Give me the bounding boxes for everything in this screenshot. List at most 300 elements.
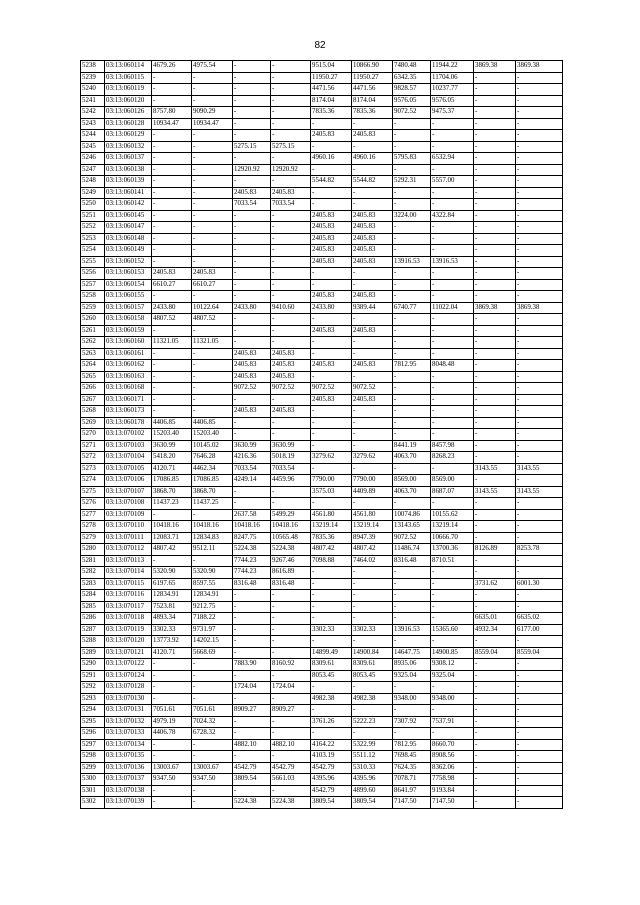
table-row <box>81 141 563 153</box>
table-cell: - <box>516 325 563 337</box>
table-cell: 5544.82 <box>311 176 352 188</box>
table-cell: 10934.47 <box>192 118 233 130</box>
table-cell: 3761.26 <box>311 716 352 728</box>
table-cell: 5283 <box>81 578 105 590</box>
table-cell: - <box>271 130 311 142</box>
table-cell: 5293 <box>81 693 105 705</box>
table-cell: - <box>152 682 192 694</box>
table-cell: 7835.36 <box>311 107 352 119</box>
table-cell: 8559.04 <box>474 647 516 659</box>
table-cell: 4120.71 <box>152 463 192 475</box>
table-cell: - <box>516 774 563 786</box>
table-cell: 6197.65 <box>152 578 192 590</box>
table-cell: - <box>474 785 516 797</box>
table-cell: - <box>192 233 233 245</box>
table-cell: 03:13:060149 <box>105 245 152 257</box>
table-cell: - <box>233 785 271 797</box>
table-cell: 12834.91 <box>192 590 233 602</box>
table-cell: 4164.22 <box>311 739 352 751</box>
table-row <box>81 383 563 395</box>
table-cell: - <box>474 670 516 682</box>
table-cell: 2405.83 <box>152 268 192 280</box>
table-cell: 4899.60 <box>352 785 393 797</box>
table-cell: - <box>271 636 311 648</box>
table-cell: - <box>152 371 192 383</box>
table-row <box>81 567 563 579</box>
table-cell: 2405.83 <box>311 394 352 406</box>
table-cell: - <box>474 636 516 648</box>
table-cell: - <box>516 199 563 211</box>
table-cell: - <box>311 498 352 510</box>
table-cell: 11321.05 <box>152 337 192 349</box>
table-cell: 5320.90 <box>192 567 233 579</box>
table-cell: 03:13:070130 <box>105 693 152 705</box>
table-row <box>81 785 563 797</box>
table-cell: - <box>474 521 516 533</box>
table-cell: 03:13:060154 <box>105 279 152 291</box>
table-cell: 10122.64 <box>192 302 233 314</box>
table-cell: - <box>152 291 192 303</box>
table-cell: 13219.14 <box>431 521 474 533</box>
table-cell: - <box>271 394 311 406</box>
table-row <box>81 429 563 441</box>
table-cell: - <box>233 590 271 602</box>
table-row <box>81 406 563 418</box>
table-cell: 7098.88 <box>311 555 352 567</box>
table-cell: 7033.54 <box>271 199 311 211</box>
table-cell: - <box>474 187 516 199</box>
table-row <box>81 314 563 326</box>
table-cell: - <box>271 84 311 96</box>
table-cell: 03:13:060129 <box>105 130 152 142</box>
table-cell: 4120.71 <box>152 647 192 659</box>
table-cell: - <box>431 601 474 613</box>
table-cell: 8660.70 <box>431 739 474 751</box>
table-cell: - <box>192 383 233 395</box>
table-cell: - <box>474 751 516 763</box>
table-cell: - <box>192 187 233 199</box>
table-cell: 03:13:070107 <box>105 486 152 498</box>
table-cell: 03:13:060126 <box>105 107 152 119</box>
table-cell: - <box>474 705 516 717</box>
table-cell: - <box>516 95 563 107</box>
table-cell: - <box>474 153 516 165</box>
table-cell: - <box>352 636 393 648</box>
table-cell: 8569.00 <box>393 475 431 487</box>
table-cell: 4322.84 <box>431 210 474 222</box>
table-cell: 2405.83 <box>233 348 271 360</box>
table-cell: - <box>271 279 311 291</box>
table-cell: 7812.95 <box>393 360 431 372</box>
table-cell: - <box>393 705 431 717</box>
table-cell: - <box>152 751 192 763</box>
table-cell: 11704.06 <box>431 72 474 84</box>
table-cell: - <box>431 187 474 199</box>
table-cell: 8457.98 <box>431 440 474 452</box>
table-row <box>81 751 563 763</box>
table-cell: 2405.83 <box>192 268 233 280</box>
table-row <box>81 452 563 464</box>
table-cell: - <box>474 509 516 521</box>
table-cell: 14202.15 <box>192 636 233 648</box>
table-cell: - <box>393 348 431 360</box>
table-cell: 8947.39 <box>352 532 393 544</box>
table-cell: - <box>352 498 393 510</box>
table-cell: 10074.86 <box>393 509 431 521</box>
table-cell: - <box>233 107 271 119</box>
table-cell: - <box>474 728 516 740</box>
table-cell: 5294 <box>81 705 105 717</box>
table-cell: - <box>516 555 563 567</box>
table-cell: - <box>311 268 352 280</box>
table-cell: - <box>516 762 563 774</box>
table-cell: - <box>311 371 352 383</box>
table-cell: 5263 <box>81 348 105 360</box>
table-cell: 4807.52 <box>192 314 233 326</box>
table-cell: - <box>393 394 431 406</box>
table-cell: 2405.83 <box>352 325 393 337</box>
table-cell: 3279.62 <box>311 452 352 464</box>
table-cell: 9347.50 <box>152 774 192 786</box>
table-cell: - <box>271 95 311 107</box>
table-cell: - <box>393 268 431 280</box>
table-cell: - <box>271 153 311 165</box>
table-cell: - <box>192 176 233 188</box>
table-cell: - <box>271 751 311 763</box>
table-cell: 2405.83 <box>271 360 311 372</box>
table-cell: 03:13:060139 <box>105 176 152 188</box>
table-cell: 8316.48 <box>271 578 311 590</box>
table-cell: - <box>271 314 311 326</box>
table-cell: 03:13:060157 <box>105 302 152 314</box>
table-cell: 5284 <box>81 590 105 602</box>
table-row <box>81 486 563 498</box>
table-cell: 10934.47 <box>152 118 192 130</box>
table-row <box>81 176 563 188</box>
table-cell: 4063.70 <box>393 452 431 464</box>
table-cell: 3302.33 <box>152 624 192 636</box>
table-cell: 3869.38 <box>474 61 516 73</box>
table-cell: - <box>152 256 192 268</box>
table-cell: 15365.60 <box>431 624 474 636</box>
table-cell: - <box>516 682 563 694</box>
table-cell: - <box>233 486 271 498</box>
table-cell: - <box>233 498 271 510</box>
table-cell: 5298 <box>81 751 105 763</box>
table-cell: 2405.83 <box>352 130 393 142</box>
table-cell: - <box>516 314 563 326</box>
table-cell: - <box>271 728 311 740</box>
table-cell: - <box>352 187 393 199</box>
table-cell: - <box>233 751 271 763</box>
table-cell: - <box>271 613 311 625</box>
table-cell: - <box>431 245 474 257</box>
table-cell: - <box>352 440 393 452</box>
table-cell: - <box>271 256 311 268</box>
table-cell: 03:13:060142 <box>105 199 152 211</box>
table-cell: - <box>474 268 516 280</box>
table-cell: 03:13:060138 <box>105 164 152 176</box>
table-cell: 7307.92 <box>393 716 431 728</box>
table-cell: - <box>474 95 516 107</box>
table-cell: - <box>233 429 271 441</box>
table-cell: - <box>393 233 431 245</box>
table-cell: 5287 <box>81 624 105 636</box>
table-cell: 4960.16 <box>352 153 393 165</box>
table-cell: 03:13:060171 <box>105 394 152 406</box>
table-cell: 2405.83 <box>352 233 393 245</box>
table-cell: - <box>311 279 352 291</box>
table-cell: - <box>152 153 192 165</box>
table-cell: - <box>233 72 271 84</box>
table-cell: 8316.48 <box>393 555 431 567</box>
table-cell: - <box>352 590 393 602</box>
table-cell: 5254 <box>81 245 105 257</box>
table-cell: - <box>516 130 563 142</box>
table-cell: - <box>431 291 474 303</box>
table-row <box>81 279 563 291</box>
table-cell: 8316.48 <box>233 578 271 590</box>
table-cell: 5255 <box>81 256 105 268</box>
table-row <box>81 268 563 280</box>
table-cell: 2405.83 <box>311 130 352 142</box>
table-cell: 9072.52 <box>311 383 352 395</box>
table-cell: - <box>352 199 393 211</box>
table-cell: - <box>271 291 311 303</box>
table-cell: 5248 <box>81 176 105 188</box>
table-cell: - <box>474 233 516 245</box>
table-cell: 9389.44 <box>352 302 393 314</box>
table-cell: - <box>233 693 271 705</box>
table-cell: 5265 <box>81 371 105 383</box>
table-cell: - <box>431 498 474 510</box>
table-row <box>81 371 563 383</box>
table-cell: 8253.78 <box>516 544 563 556</box>
table-cell: 5018.19 <box>271 452 311 464</box>
table-cell: 3143.55 <box>474 486 516 498</box>
table-cell: 03:13:070116 <box>105 590 152 602</box>
table-cell: - <box>474 555 516 567</box>
table-cell: - <box>192 210 233 222</box>
table-cell: 03:13:060162 <box>105 360 152 372</box>
table-cell: - <box>474 176 516 188</box>
table-cell: 4063.70 <box>393 486 431 498</box>
table-cell: - <box>233 256 271 268</box>
table-cell: 14900.85 <box>431 647 474 659</box>
table-cell: - <box>271 670 311 682</box>
table-cell: 5222.23 <box>352 716 393 728</box>
table-cell: 3869.38 <box>516 61 563 73</box>
table-cell: - <box>393 371 431 383</box>
table-cell: 03:13:070133 <box>105 728 152 740</box>
table-cell: 11022.04 <box>431 302 474 314</box>
table-cell: 1724.04 <box>233 682 271 694</box>
table-cell: 13003.67 <box>192 762 233 774</box>
table-cell: 3630.99 <box>233 440 271 452</box>
table-cell: 8559.04 <box>516 647 563 659</box>
table-body <box>81 61 563 809</box>
table-cell: - <box>431 130 474 142</box>
table-row <box>81 659 563 671</box>
table-cell: 03:13:070111 <box>105 532 152 544</box>
table-cell: 13773.92 <box>152 636 192 648</box>
table-cell: 03:13:070120 <box>105 636 152 648</box>
table-cell: 03:13:060152 <box>105 256 152 268</box>
table-cell: 7024.32 <box>192 716 233 728</box>
table-cell: 9325.04 <box>431 670 474 682</box>
table-cell: - <box>516 636 563 648</box>
table-cell: - <box>431 417 474 429</box>
table-cell: - <box>431 578 474 590</box>
table-row <box>81 72 563 84</box>
table-cell: - <box>311 141 352 153</box>
table-cell: 9512.11 <box>192 544 233 556</box>
table-cell: - <box>271 590 311 602</box>
table-cell: - <box>474 590 516 602</box>
table-cell: - <box>311 440 352 452</box>
table-cell: 5256 <box>81 268 105 280</box>
table-cell: 7646.28 <box>192 452 233 464</box>
table-cell: 8616.89 <box>271 567 311 579</box>
table-cell: - <box>352 728 393 740</box>
table-cell: 5273 <box>81 463 105 475</box>
table-cell: 7537.91 <box>431 716 474 728</box>
table-cell: 2433.80 <box>152 302 192 314</box>
table-cell: 4471.56 <box>311 84 352 96</box>
table-cell: 03:13:060153 <box>105 268 152 280</box>
table-cell: 7698.45 <box>393 751 431 763</box>
table-cell: - <box>271 624 311 636</box>
table-cell: - <box>516 705 563 717</box>
table-cell: 9325.04 <box>393 670 431 682</box>
table-cell: - <box>233 337 271 349</box>
table-cell: - <box>516 797 563 809</box>
table-cell: - <box>431 141 474 153</box>
table-cell: 3143.55 <box>516 463 563 475</box>
table-cell: 9348.00 <box>431 693 474 705</box>
table-cell: - <box>393 222 431 234</box>
table-cell: - <box>152 72 192 84</box>
table-cell: 9515.04 <box>311 61 352 73</box>
table-cell: 11950.27 <box>311 72 352 84</box>
table-cell: - <box>192 739 233 751</box>
table-cell: 5275 <box>81 486 105 498</box>
table-cell: 9193.84 <box>431 785 474 797</box>
table-cell: 9576.05 <box>431 95 474 107</box>
table-cell: - <box>393 199 431 211</box>
table-cell: - <box>393 337 431 349</box>
table-cell: 12834.91 <box>152 590 192 602</box>
table-cell: 4561.80 <box>352 509 393 521</box>
table-cell: - <box>271 210 311 222</box>
table-cell: - <box>352 348 393 360</box>
table-cell: 5277 <box>81 509 105 521</box>
table-cell: - <box>152 164 192 176</box>
table-cell: 9347.50 <box>192 774 233 786</box>
table-cell: 3630.99 <box>271 440 311 452</box>
table-cell: - <box>233 636 271 648</box>
table-cell: 3630.99 <box>152 440 192 452</box>
table-cell: - <box>352 314 393 326</box>
table-row <box>81 601 563 613</box>
table-cell: - <box>516 72 563 84</box>
table-cell: - <box>474 245 516 257</box>
table-cell: - <box>431 325 474 337</box>
page-number: 82 <box>314 40 326 51</box>
table-cell: 9212.75 <box>192 601 233 613</box>
table-cell: 03:13:070115 <box>105 578 152 590</box>
table-cell: 03:13:070104 <box>105 452 152 464</box>
table-cell: - <box>474 337 516 349</box>
table-cell: - <box>474 797 516 809</box>
table-cell: 03:13:070131 <box>105 705 152 717</box>
table-cell: - <box>233 245 271 257</box>
table-cell: - <box>152 509 192 521</box>
table-cell: 4807.42 <box>152 544 192 556</box>
table-row <box>81 693 563 705</box>
table-cell: 9072.52 <box>352 383 393 395</box>
table-cell: - <box>233 728 271 740</box>
table-cell: - <box>516 256 563 268</box>
table-cell: - <box>431 429 474 441</box>
table-cell: - <box>152 222 192 234</box>
table-cell: 8053.45 <box>352 670 393 682</box>
table-cell: - <box>516 567 563 579</box>
table-cell: - <box>516 417 563 429</box>
table-cell: - <box>192 72 233 84</box>
table-cell: - <box>152 360 192 372</box>
table-cell: 3279.62 <box>352 452 393 464</box>
table-cell: 5243 <box>81 118 105 130</box>
table-cell: - <box>474 716 516 728</box>
table-cell: 7464.02 <box>352 555 393 567</box>
table-cell: - <box>431 682 474 694</box>
table-cell: - <box>233 61 271 73</box>
table-cell: 2405.83 <box>352 256 393 268</box>
table-cell: - <box>393 463 431 475</box>
table-cell: 8641.97 <box>393 785 431 797</box>
table-cell: 8048.48 <box>431 360 474 372</box>
table-cell: - <box>474 659 516 671</box>
table-cell: - <box>233 279 271 291</box>
table-cell: - <box>233 176 271 188</box>
table-row <box>81 774 563 786</box>
table-cell: 5262 <box>81 337 105 349</box>
table-cell: - <box>271 72 311 84</box>
table-cell: 9090.29 <box>192 107 233 119</box>
table-cell: 5240 <box>81 84 105 96</box>
table-cell: 9308.12 <box>431 659 474 671</box>
table-cell: - <box>474 256 516 268</box>
table-cell: 6635.02 <box>516 613 563 625</box>
table-cell: 8268.23 <box>431 452 474 464</box>
table-cell: - <box>474 164 516 176</box>
table-cell: - <box>233 624 271 636</box>
table-cell: 10418.16 <box>271 521 311 533</box>
table-cell: - <box>516 222 563 234</box>
table-cell: - <box>271 245 311 257</box>
table-cell: - <box>431 222 474 234</box>
table-cell: - <box>352 429 393 441</box>
table-cell: 4542.79 <box>233 762 271 774</box>
table-cell: 5239 <box>81 72 105 84</box>
table-row <box>81 636 563 648</box>
table-cell: - <box>516 153 563 165</box>
table-cell: - <box>474 279 516 291</box>
table-cell: 10866.90 <box>352 61 393 73</box>
table-cell: 4542.79 <box>311 785 352 797</box>
table-cell: - <box>271 61 311 73</box>
